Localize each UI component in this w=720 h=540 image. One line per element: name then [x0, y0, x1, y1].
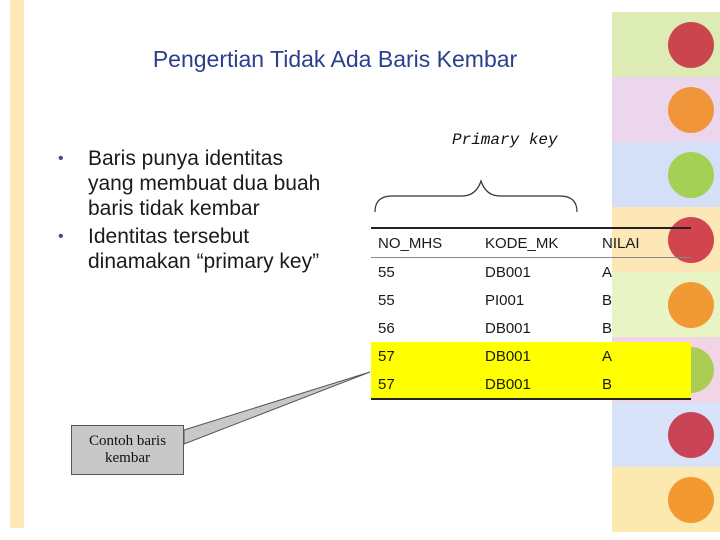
table-cell: DB001: [478, 342, 595, 370]
bullet-text: Identitas tersebut dinamakan “primary key”: [88, 224, 320, 273]
callout-box: Contoh baris kembar: [71, 425, 184, 475]
table-row-duplicate: [371, 370, 691, 399]
data-table: [371, 227, 691, 400]
column-header: NILAI: [595, 228, 691, 258]
table-row: [371, 286, 691, 314]
bullet-icon: •: [58, 227, 64, 245]
table-cell: PI001: [485, 291, 525, 309]
column-header: KODE_MK: [478, 228, 595, 258]
slide-title: Pengertian Tidak Ada Baris Kembar: [152, 46, 518, 72]
table-cell: 55: [378, 263, 395, 281]
table-header-row: [371, 228, 691, 258]
table-cell: B: [595, 370, 691, 399]
table-cell: DB001: [478, 370, 595, 399]
table-cell: DB001: [485, 319, 531, 337]
table-row: [371, 258, 691, 287]
bullet-text: Baris punya identitas yang membuat dua buah baris tidak kembar: [88, 147, 321, 221]
table-cell: 56: [378, 319, 395, 337]
bullet-icon: •: [58, 150, 64, 167]
primary-key-brace: [375, 181, 577, 212]
table-cell: B: [602, 319, 613, 337]
table-cell: A: [595, 342, 691, 370]
table-cell: A: [602, 263, 613, 281]
callout-pointer: [184, 372, 370, 444]
table-row: [371, 314, 691, 342]
column-header: NO_MHS: [371, 228, 478, 258]
table-cell: DB001: [485, 263, 531, 281]
table-cell: 57: [371, 370, 478, 399]
table-cell: B: [602, 291, 613, 309]
table-cell: 55: [378, 291, 395, 309]
table-cell: 57: [371, 342, 478, 370]
table-row-duplicate: [371, 342, 691, 370]
primary-key-label: Primary key: [452, 131, 558, 149]
